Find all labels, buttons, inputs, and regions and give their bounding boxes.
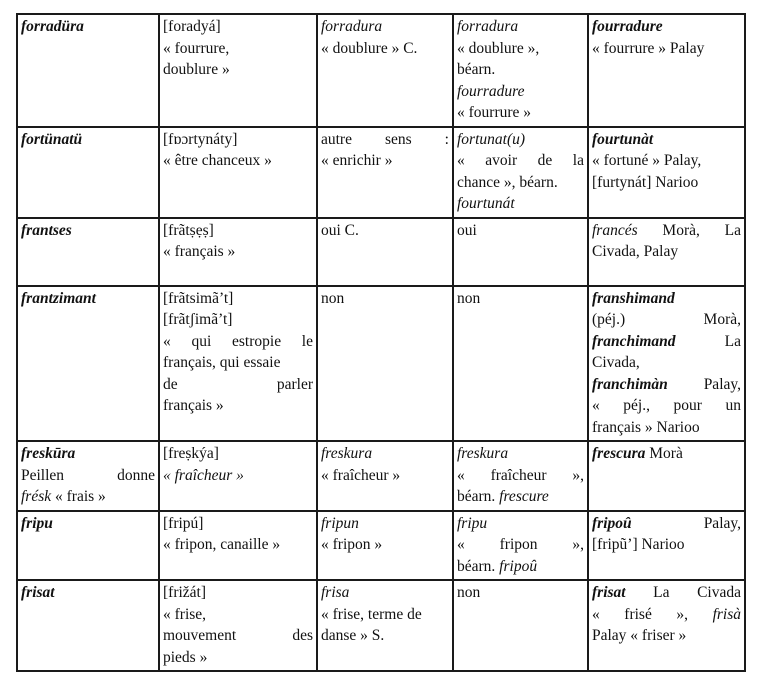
gloss-line: « qui estropie le [163,332,313,350]
form: fourradure [457,82,525,100]
gloss-line [457,556,584,578]
source-line [592,220,741,242]
sources-cell [588,14,745,127]
form: fripu [457,514,488,532]
sources-cell [588,127,745,218]
source-form: frisà [712,605,741,623]
note-text: « frais » [55,488,106,505]
gloss-line: « fripon », [457,536,584,553]
gloss-line: « fripon » [321,536,383,553]
source-line: « fortuné » Palay, [592,152,702,169]
source-text: Palay, [703,514,741,532]
headword: frantses [21,221,72,239]
headword: forradüra [21,18,84,35]
headword: frisat [21,584,55,601]
pronunciation-cell [159,286,317,442]
gloss-line: français, qui essaie [163,354,281,371]
gloss-line: de parler [163,375,313,393]
source-form: fourtunàt [592,130,654,148]
gloss-line: « enrichir » [321,152,393,169]
bearnese-cell [453,127,588,218]
dialect-cell [317,127,453,218]
gloss-line: « fraîcheur » [163,466,244,484]
gloss-line: « doublure », [457,39,540,57]
pronunciation: [freṣkýa] [163,445,219,462]
table-row [17,511,745,581]
gloss-text: béarn. [457,557,496,575]
gloss-line: « fraîcheur », [457,466,584,484]
gloss-line: oui [457,221,477,239]
pronunciation-cell [159,14,317,127]
source-line: (péj.) Morà, [592,311,741,328]
gloss-line: « être chanceux » [163,152,272,169]
headword-cell [17,127,159,218]
sources-cell [588,286,745,442]
dialect-cell [317,286,453,442]
source-line [592,513,741,535]
sources-cell [588,441,745,511]
sources-cell [588,580,745,671]
source-line: « fourrure » Palay [592,39,705,57]
table-row [17,441,745,511]
table-row [17,580,745,671]
source-form: fripoû [592,514,632,532]
gloss-line: « français » [163,243,236,260]
source-line: Civada, Palay [592,243,679,260]
dialect-cell [317,441,453,511]
source-text: « frisé », [592,605,689,623]
gloss-line: danse » S. [321,627,385,644]
source-line: français » Narioo [592,418,700,436]
dialect-cell [317,580,453,671]
source-line: [fripũ’] Narioo [592,536,685,553]
sources-cell [588,511,745,581]
form: frescure [499,488,549,505]
gloss-line: oui C. [321,221,359,239]
gloss-line: mouvement des [163,627,313,644]
pronunciation: [foradyá] [163,18,221,35]
bearnese-cell [453,286,588,442]
note-form: frésk [21,488,52,505]
form: frisa [321,584,350,601]
source-text: Morà, La [662,221,741,239]
headword: fortünatü [21,130,83,148]
source-form: frisat [592,584,626,601]
source-text: Palay, [703,375,741,393]
pronunciation: [frãtṣẹṣ] [163,221,214,239]
gloss-line: béarn. [457,61,496,78]
bearnese-cell [453,218,588,286]
pronunciation-cell [159,580,317,671]
source-form: franchimàn [592,375,668,393]
headword-cell [17,441,159,511]
pronunciation: [fɒɔrtynáty] [163,130,238,148]
pronunciation-cell [159,218,317,286]
gloss-line: doublure » [163,61,230,78]
gloss-line: « frise, terme de [321,605,422,623]
headword: frantzimant [21,289,96,307]
source-form: franchimand [592,332,676,350]
dialect-cell [317,511,453,581]
source-text: Morà [649,445,683,462]
gloss-line: pieds » [163,648,208,666]
dialect-cell [317,14,453,127]
table-row [17,286,745,442]
headword-cell [17,286,159,442]
table-row [17,218,745,286]
note-line: Peillen donne [21,466,155,484]
gloss-line: « fourrure, [163,39,230,57]
source-form: franshimand [592,289,675,307]
source-line [592,331,741,353]
bearnese-cell [453,441,588,511]
source-line [592,374,741,396]
headword-cell [17,14,159,127]
form: freskura [321,445,373,462]
source-line [592,443,741,465]
gloss-line: chance », béarn. [457,173,558,191]
headword-cell [17,580,159,671]
source-line: [furtynát] Narioo [592,173,699,191]
form: fripun [321,514,359,532]
gloss-line [457,486,584,508]
source-text: La Civada [653,584,741,601]
source-line: Civada, [592,354,640,371]
pronunciation-cell [159,511,317,581]
gloss-line: non [457,584,481,601]
pronunciation-cell [159,441,317,511]
source-form: francés [592,221,638,239]
gloss-line: « fourrure » [457,104,532,121]
pronunciation: [frãtsimã’t] [163,289,234,307]
form: freskura [457,445,509,462]
gloss-line: « fripon, canaille » [163,536,281,553]
form: forradura [321,18,383,35]
source-line: Palay « friser » [592,627,687,644]
pronunciation: [frãtʃimã’t] [163,311,233,328]
bearnese-cell [453,14,588,127]
lexicon-table [16,13,746,672]
source-form: fourradure [592,18,663,35]
headword: freskūra [21,445,76,462]
pronunciation: [fripú] [163,514,204,532]
headword: fripu [21,514,53,532]
gloss-line: « frise, [163,605,207,623]
form: fortunat(u) [457,130,526,148]
source-text: La [724,332,741,350]
dialect-cell [317,218,453,286]
gloss-line: « doublure » C. [321,39,418,57]
headword-cell [17,218,159,286]
source-line [592,582,741,604]
bearnese-cell [453,580,588,671]
form: forradura [457,18,519,35]
form: fourtunát [457,195,515,212]
table-row [17,127,745,218]
gloss-text: béarn. [457,488,496,505]
gloss-line: français » [163,397,224,414]
sources-cell [588,218,745,286]
gloss-line: non [321,289,345,307]
source-line: « péj., pour un [592,397,741,414]
bearnese-cell [453,511,588,581]
gloss-line: autre sens : [321,130,449,148]
table-row [17,14,745,127]
form: fripoû [499,557,538,575]
note-line [21,486,155,508]
source-line [592,604,741,626]
gloss-line: « fraîcheur » [321,466,401,484]
gloss-line: « avoir de la [457,152,584,169]
source-form: frescura [592,445,646,462]
pronunciation: [frižát] [163,584,207,601]
pronunciation-cell [159,127,317,218]
gloss-line: non [457,289,481,307]
headword-cell [17,511,159,581]
